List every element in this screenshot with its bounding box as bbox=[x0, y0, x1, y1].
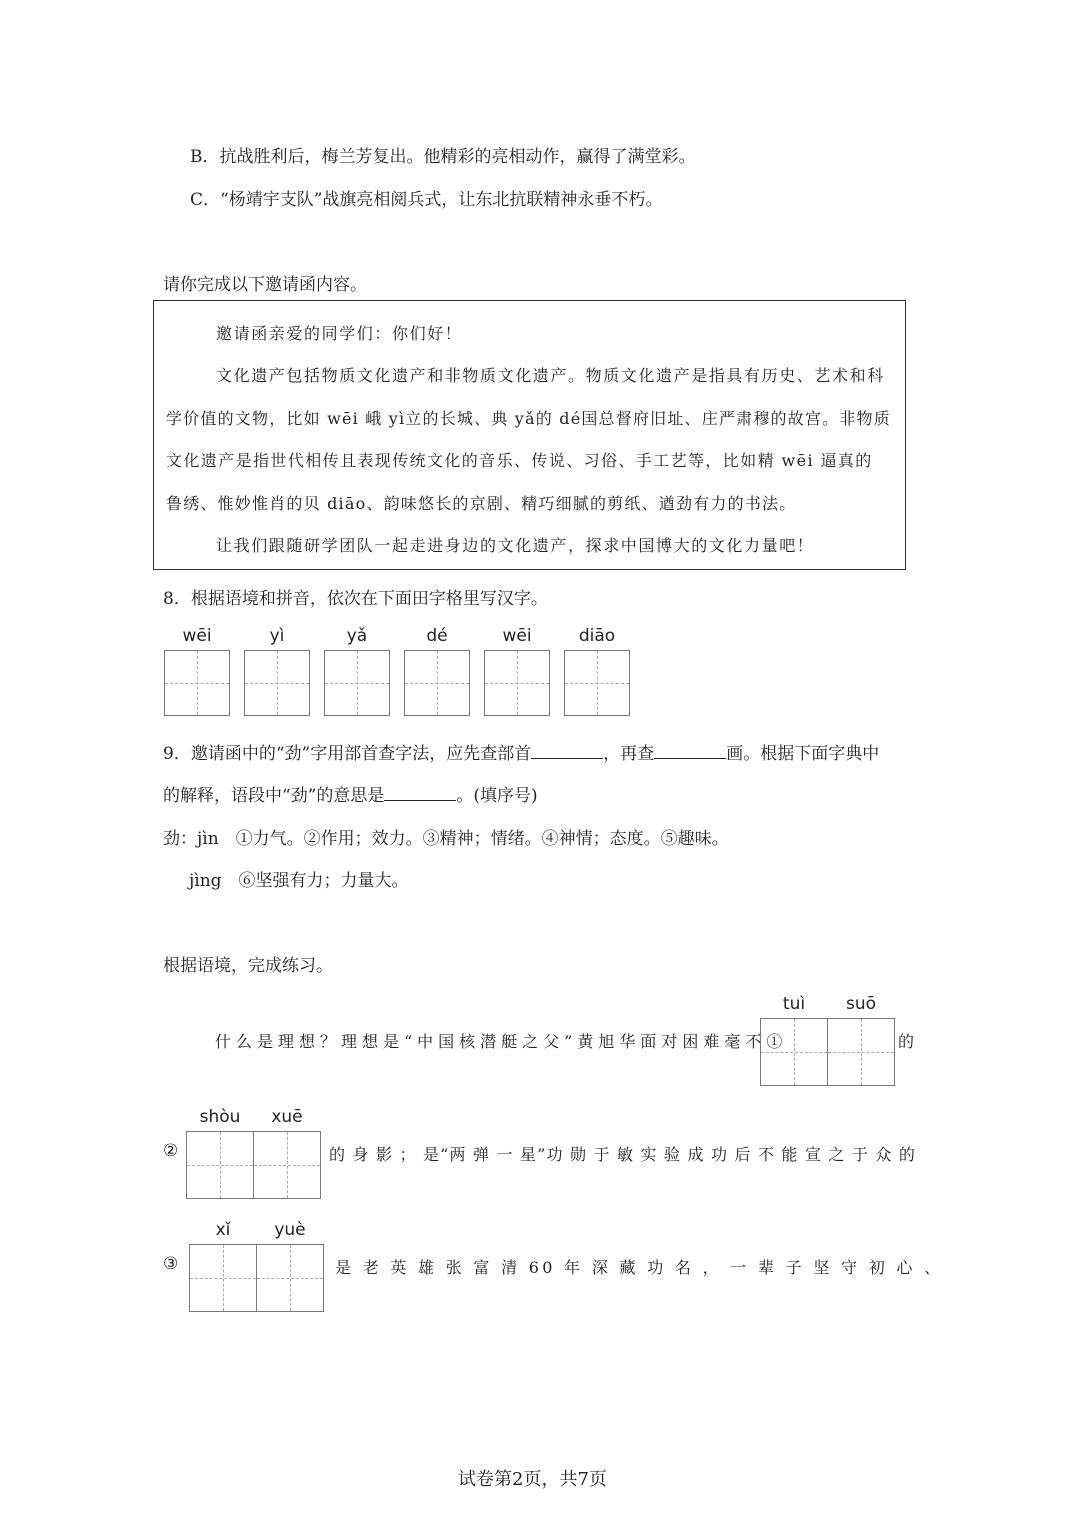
page-footer: 试卷第2页，共7页 bbox=[458, 1469, 607, 1490]
letter-line-1: 邀请函亲爱的同学们：你们好！ bbox=[216, 324, 463, 343]
pinyin-label: tuì bbox=[782, 994, 806, 1014]
dictionary-entry-1: 劲：jìn ①力气。②作用；效力。③精神；情绪。④神情；态度。⑤趣味。 bbox=[163, 829, 729, 849]
writing-grid-pair-2[interactable] bbox=[186, 1131, 321, 1199]
pinyin-label: diāo bbox=[578, 626, 616, 646]
writing-grid-5[interactable] bbox=[484, 650, 550, 716]
option-c: C．“杨靖宇支队”战旗亮相阅兵式，让东北抗联精神永垂不朽。 bbox=[190, 190, 663, 210]
writing-grid-3[interactable] bbox=[324, 650, 390, 716]
letter-line-3: 学价值的文物，比如 wēi 峨 yì立的长城、典 yǎ的 dé国总督府旧址、庄严肃穆的故宫。非物质 bbox=[166, 409, 891, 428]
letter-line-2: 文化遗产包括物质文化遗产和非物质文化遗产。物质文化遗产是指具有历史、艺术和科 bbox=[216, 366, 885, 385]
writing-grid-6[interactable] bbox=[564, 650, 630, 716]
pinyin-label: dé bbox=[426, 626, 448, 646]
writing-cell[interactable] bbox=[256, 1245, 323, 1311]
circle-number-2: ② bbox=[163, 1141, 179, 1161]
pinyin-label: yì bbox=[269, 626, 285, 646]
q9-text-b: ，再查 bbox=[603, 744, 655, 764]
question-8: 8．根据语境和拼音，依次在下面田字格里写汉字。 bbox=[163, 589, 548, 609]
writing-grid-pair-3[interactable] bbox=[189, 1244, 324, 1312]
writing-cell[interactable] bbox=[253, 1132, 320, 1198]
writing-grid-2[interactable] bbox=[244, 650, 310, 716]
writing-cell[interactable] bbox=[190, 1245, 256, 1311]
question-9-line-1 bbox=[163, 739, 879, 764]
writing-cell[interactable] bbox=[827, 1019, 894, 1085]
letter-line-4: 文化遗产是指世代相传且表现传统文化的音乐、传说、习俗、手工艺等，比如精 wēi 逼真的 bbox=[166, 451, 873, 470]
passage-line-1: 什么是理想？理想是“中国核潜艇之父”黄旭华面对困难毫不① bbox=[215, 1032, 788, 1051]
pinyin-label: xuē bbox=[271, 1107, 303, 1127]
question-9-line-2 bbox=[163, 781, 538, 806]
pinyin-label: yuè bbox=[274, 1220, 306, 1240]
writing-grid-4[interactable] bbox=[404, 650, 470, 716]
invitation-intro: 请你完成以下邀请函内容。 bbox=[163, 275, 367, 295]
letter-line-6: 让我们跟随研学团队一起走进身边的文化遗产，探求中国博大的文化力量吧！ bbox=[216, 536, 815, 555]
passage-line-1-end: 的 bbox=[898, 1032, 915, 1051]
passage-line-2: 的 身 影 ； 是“两 弹 一 星”功 勋 于 敏 实 验 成 功 后 不 能 宣 之 于 众 的 bbox=[329, 1145, 917, 1164]
option-b: B．抗战胜利后，梅兰芳复出。他精彩的亮相动作，赢得了满堂彩。 bbox=[190, 147, 696, 167]
pinyin-label: shòu bbox=[199, 1107, 241, 1127]
context-intro: 根据语境，完成练习。 bbox=[163, 956, 333, 976]
writing-grid-pair-1[interactable] bbox=[760, 1018, 895, 1086]
q9-text-d: 的解释，语段中“劲”的意思是 bbox=[163, 786, 385, 806]
pinyin-label: wēi bbox=[502, 626, 532, 646]
answer-blank-radical[interactable] bbox=[531, 742, 603, 759]
q9-text-e: 。(填序号) bbox=[456, 786, 538, 806]
pinyin-label: xǐ bbox=[215, 1220, 231, 1240]
answer-blank-meaning[interactable] bbox=[384, 784, 456, 801]
passage-line-3: 是 老 英 雄 张 富 清 60 年 深 藏 功 名 ， 一 辈 子 坚 守 初 心 、 bbox=[335, 1258, 944, 1277]
q9-text-a: 9．邀请函中的“劲”字用部首查字法，应先查部首 bbox=[163, 744, 532, 764]
writing-cell[interactable] bbox=[761, 1019, 827, 1085]
pinyin-label: suō bbox=[845, 994, 877, 1014]
pinyin-label: wēi bbox=[182, 626, 212, 646]
invitation-letter-box bbox=[153, 300, 906, 570]
dictionary-entry-2: jìng ⑥坚强有力；力量大。 bbox=[189, 871, 409, 891]
circle-number-3: ③ bbox=[163, 1254, 179, 1274]
q9-text-c: 画。根据下面字典中 bbox=[726, 744, 880, 764]
pinyin-label: yǎ bbox=[346, 626, 368, 646]
answer-blank-strokes[interactable] bbox=[654, 742, 726, 759]
letter-line-5: 鲁绣、惟妙惟肖的贝 diāo、韵味悠长的京剧、精巧细腻的剪纸、遒劲有力的书法。 bbox=[166, 494, 797, 513]
writing-grid-1[interactable] bbox=[164, 650, 230, 716]
writing-cell[interactable] bbox=[187, 1132, 253, 1198]
